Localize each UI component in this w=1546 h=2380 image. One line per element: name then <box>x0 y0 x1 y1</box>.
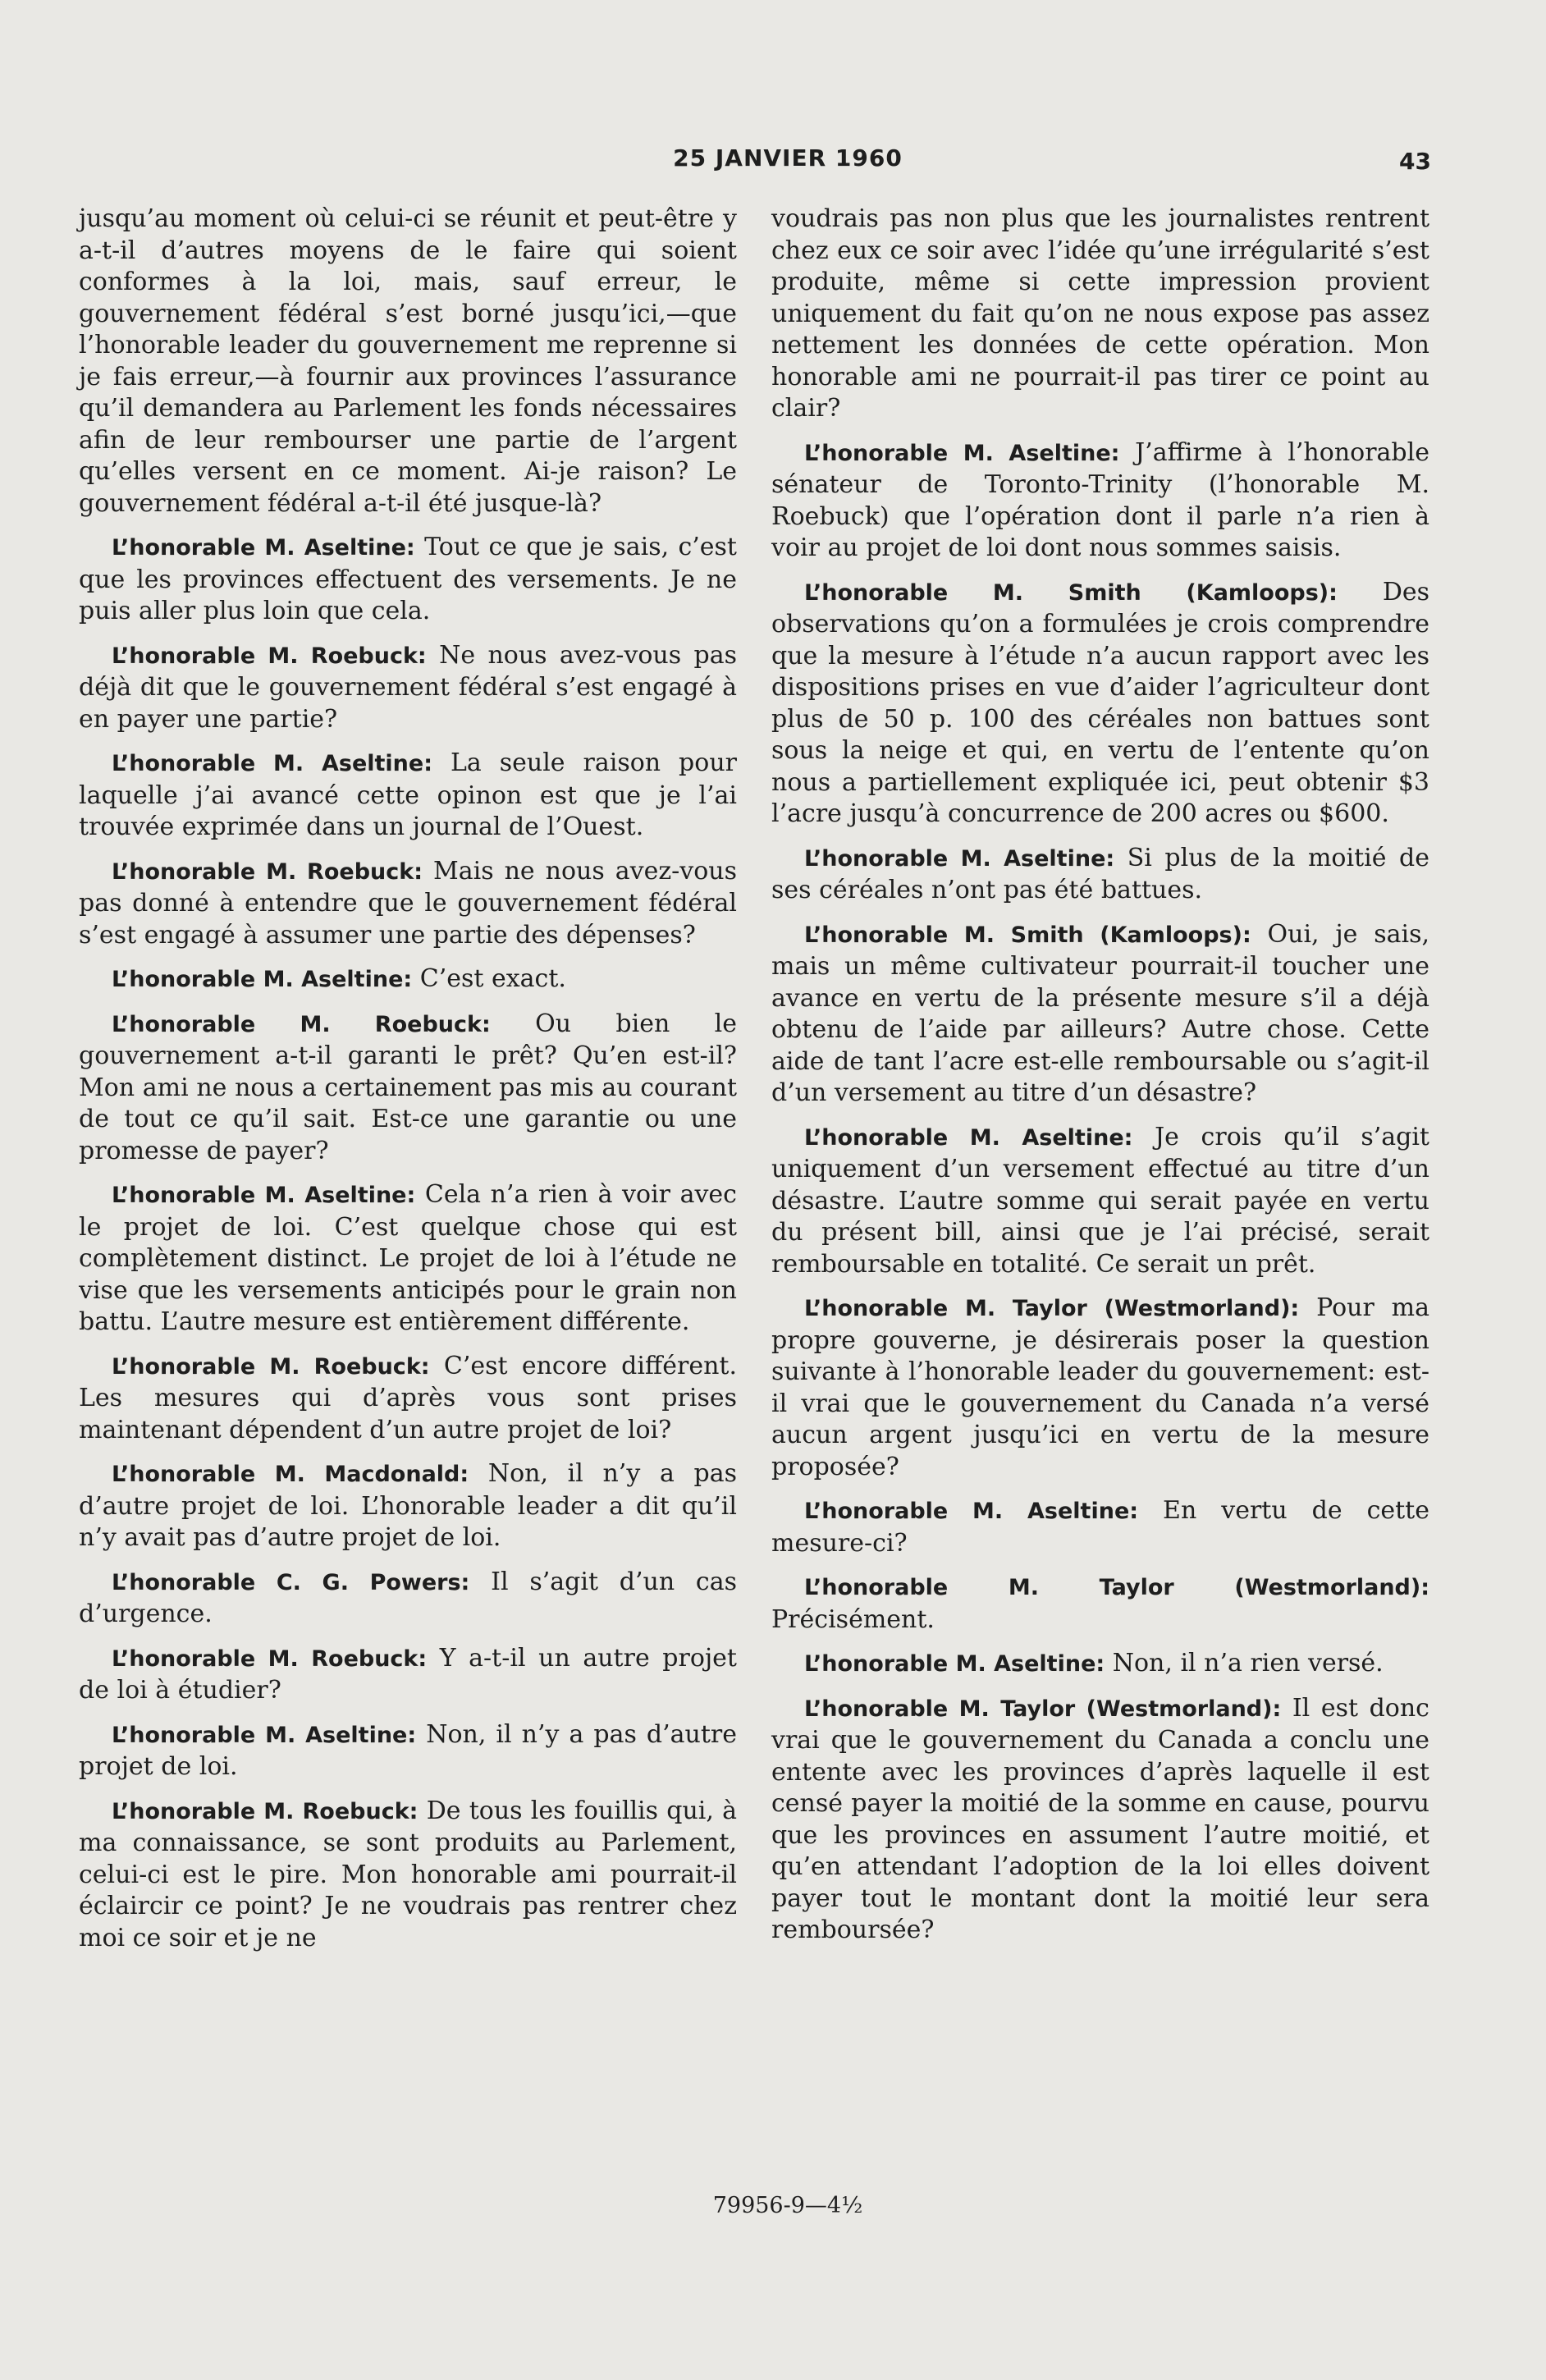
footer-code: 79956-9—4½ <box>712 2193 863 2218</box>
speaker-name: L’honorable M. Taylor (Westmorland): <box>804 1696 1282 1722</box>
speech-text: Précisément. <box>771 1604 935 1634</box>
paragraph <box>79 1567 737 1631</box>
paragraph <box>771 1495 1429 1559</box>
paragraph <box>79 532 737 628</box>
speaker-name: L’honorable M. Aseltine: <box>112 1722 417 1748</box>
speaker-name: L’honorable M. Aseltine: <box>804 1499 1139 1524</box>
paragraph <box>771 577 1429 831</box>
speaker-name: L’honorable M. Roebuck: <box>112 1645 428 1672</box>
speech-text: Ou bien le gouvernement a-t-il garanti le prêt? Qu’en est-il? Mon ami ne nous a certainement pas mis au courant de tout ce qu’il sait. Est-ce une garantie ou une promesse de payer? <box>79 1009 738 1165</box>
speaker-name: L’honorable M. Roebuck: <box>112 1798 419 1824</box>
right-column <box>771 204 1429 1959</box>
speaker-name: L’honorable M. Roebuck: <box>112 643 427 669</box>
speech-text: Si plus de la moitié de ses céréales n’ont pas été battues. <box>771 843 1429 904</box>
paragraph <box>771 1693 1429 1947</box>
speaker-name: L’honorable M. Smith (Kamloops): <box>804 922 1251 948</box>
page-number: 43 <box>1399 148 1431 175</box>
paragraph <box>771 843 1429 907</box>
speaker-name: L’honorable M. Roebuck: <box>112 858 423 885</box>
speech-text: C’est exact. <box>419 964 566 993</box>
page-header-date: 25 JANVIER 1960 <box>673 144 903 172</box>
speaker-name: L’honorable M. Aseltine: <box>112 1183 416 1208</box>
speech-text: voudrais pas non plus que les journalistes rentrent chez eux ce soir avec l’idée qu’une irrégularité s’est produite, même si cette impression provient uniquement du fait qu’on ne nous expose pas assez nettement les données de cette opération. Mon honorable ami ne pourrait-il pas tirer ce point au clair? <box>771 204 1429 423</box>
speaker-name: L’honorable M. Taylor (Westmorland): <box>804 1575 1429 1600</box>
speaker-name: L’honorable M. Aseltine: <box>804 1651 1105 1677</box>
paragraph <box>79 1458 737 1554</box>
speech-text: Des observations qu’on a formulées je crois comprendre que la mesure à l’étude n’a aucun rapport avec les dispositions prises en vue d’aider l’agriculteur dont plus de 50 p. 100 des céréales non battues sont sous la neige et qui, en vertu de l’entente qu’on nous a partiellement expliquée ici, peut obtenir $3 l’acre jusqu’à concurrence de 200 acres ou $600. <box>771 577 1430 828</box>
paragraph <box>771 1122 1429 1281</box>
speech-text: Oui, je sais, mais un même cultivateur pourrait-il toucher une avance en vertu de la présente mesure s’il a déjà obtenu de l’aide par ailleurs? Autre chose. Cette aide de tant l’acre est-elle remboursable ou s’agit-il d’un versement au titre d’un désastre? <box>771 919 1429 1107</box>
speech-text: Y a-t-il un autre projet de loi à étudier? <box>79 1643 737 1705</box>
paragraph <box>79 1643 737 1707</box>
paragraph <box>771 919 1429 1110</box>
paragraph <box>79 1009 737 1168</box>
speaker-name: L’honorable M. Macdonald: <box>112 1462 469 1487</box>
speech-text: C’est encore différent. Les mesures qui d’après vous sont prises maintenant dépendent d’un autre projet de loi? <box>79 1351 737 1444</box>
speech-text: Mais ne nous avez-vous pas donné à entendre que le gouvernement fédéral s’est engagé à assumer une partie des dépenses? <box>79 856 738 950</box>
speaker-name: L’honorable M. Aseltine: <box>112 751 433 776</box>
paragraph <box>79 1796 737 1955</box>
speech-text: Tout ce que je sais, c’est que les provinces effectuent des versements. Je ne puis aller plus loin que cela. <box>79 533 737 625</box>
speech-text: Non, il n’y a pas d’autre projet de loi. <box>79 1719 737 1781</box>
paragraph <box>79 856 737 952</box>
speech-text: Il s’agit d’un cas d’urgence. <box>79 1567 737 1628</box>
paragraph <box>79 748 737 844</box>
speaker-name: L’honorable C. G. Powers: <box>112 1569 470 1595</box>
speaker-name: L’honorable M. Aseltine: <box>804 1124 1133 1151</box>
speaker-name: L’honorable M. Smith (Kamloops): <box>804 579 1338 606</box>
paragraph <box>79 963 737 996</box>
speech-text: Cela n’a rien à voir avec le projet de loi. C’est quelque chose qui est complètement distinct. Le projet de loi à l’étude ne vise que les versements anticipés pour le grain non battu. L’autre mesure est entièrement différente. <box>79 1180 737 1336</box>
speech-text: De tous les fouillis qui, à ma connaissance, se sont produits au Parlement, celui-ci est le pire. Mon honorable ami pourrait-il éclaircir ce point? Je ne voudrais pas rentrer chez moi ce soir et je ne <box>79 1796 738 1952</box>
speaker-name: L’honorable M. Aseltine: <box>112 967 413 992</box>
speaker-name: L’honorable M. Aseltine: <box>804 845 1115 872</box>
speaker-name: L’honorable M. Aseltine: <box>804 440 1120 466</box>
speech-text: Non, il n’y a pas d’autre projet de loi. L’honorable leader a dit qu’il n’y avait pas d’autre projet de loi. <box>79 1459 737 1552</box>
paragraph <box>771 204 1429 425</box>
paragraph <box>79 1179 737 1339</box>
speech-text: Je crois qu’il s’agit uniquement d’un versement effectué au titre d’un désastre. L’autre somme qui serait payée en vertu du présent bill, ainsi que je l’ai précisé, serait remboursable en totalité. Ce serait un prêt. <box>771 1122 1429 1279</box>
speaker-name: L’honorable M. Taylor (Westmorland): <box>804 1296 1300 1321</box>
speech-text: jusqu’au moment où celui-ci se réunit et peut-être y a-t-il d’autres moyens de le faire qui soient conformes à la loi, mais, sauf erreur, le gouvernement fédéral s’est borné jusqu’ici,—que l’honorable leader du gouvernement me reprenne si je fais erreur,—à fournir aux provinces l’assurance qu’il demandera au Parlement les fonds nécessaires afin de leur rembourser une partie de l’argent qu’elles versent en ce moment. Ai-je raison? Le gouvernement fédéral a-t-il été jusque-là? <box>79 204 737 518</box>
speaker-name: L’honorable M. Aseltine: <box>112 535 415 561</box>
speech-text: Pour ma propre gouverne, je désirerais poser la question suivante à l’honorable leader du gouvernement: est-il vrai que le gouvernement du Canada n’a versé aucun argent jusqu’ici en vertu de la mesure proposée? <box>771 1293 1429 1481</box>
paragraph <box>79 640 737 736</box>
speech-text: Non, il n’a rien versé. <box>1112 1649 1384 1677</box>
speech-text: La seule raison pour laquelle j’ai avancé cette opinon est que je l’ai trouvée exprimée dans un journal de l’Ouest. <box>79 748 737 841</box>
left-column <box>79 204 737 1966</box>
paragraph <box>79 1719 737 1783</box>
paragraph <box>771 1293 1429 1483</box>
speech-text: Ne nous avez-vous pas déjà dit que le gouvernement fédéral s’est engagé à en payer une partie? <box>79 640 737 734</box>
paragraph <box>79 1351 737 1447</box>
paragraph <box>771 1572 1429 1636</box>
paragraph <box>771 437 1429 565</box>
paragraph <box>79 204 737 519</box>
speech-text: En vertu de cette mesure-ci? <box>771 1496 1429 1558</box>
speech-text: Il est donc vrai que le gouvernement du Canada a conclu une entente avec les provinces d’après laquelle il est censé payer la moitié de la somme en cause, pourvu que les provinces en assument l’autre moitié, et qu’en attendant l’adoption de la loi elles doivent payer tout le montant dont la moitié leur sera remboursée? <box>771 1693 1429 1944</box>
speaker-name: L’honorable M. Roebuck: <box>112 1011 491 1037</box>
paragraph <box>771 1648 1429 1681</box>
speech-text: J’affirme à l’honorable sénateur de Toronto-Trinity (l’honorable M. Roebuck) que l’opération dont il parle n’a rien à voir au projet de loi dont nous sommes saisis. <box>771 437 1429 562</box>
speaker-name: L’honorable M. Roebuck: <box>112 1353 430 1380</box>
